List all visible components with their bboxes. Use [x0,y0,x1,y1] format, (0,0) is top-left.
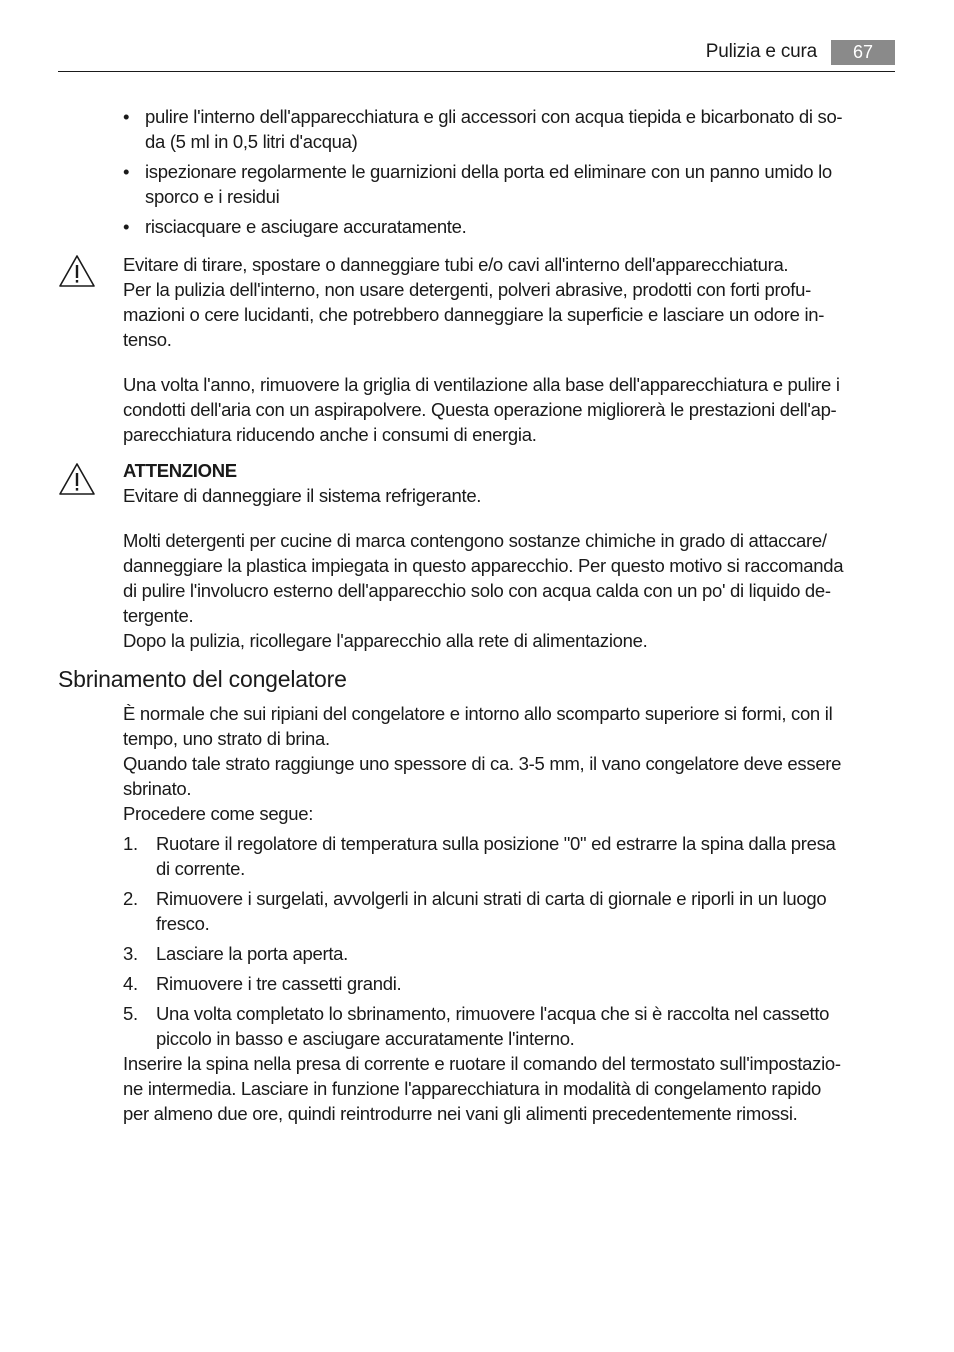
intro-line: Procedere come segue: [123,803,314,824]
warning-line: Evitare di tirare, spostare o danneggiare tubi e/o cavi all'interno dell'apparecchiatura. [123,254,789,275]
step-number: 3. [123,943,138,964]
step-line: piccolo in basso e asciugare accuratamente l'interno. [156,1028,575,1049]
list-item [123,886,898,936]
outro-line: Inserire la spina nella presa di corrente e ruotare il comando del termostato sull'impostazio- [123,1053,841,1074]
section-outro [123,1051,898,1126]
warning-triangle-icon [58,254,96,288]
page-number-badge: 67 [831,40,895,65]
defrost-steps-list [123,831,898,1056]
list-item [123,104,898,154]
warning-line: tergente. [123,605,194,626]
intro-line: tempo, uno strato di brina. [123,728,330,749]
step-line: Rimuovere i tre cassetti grandi. [156,973,402,994]
warning-line: tenso. [123,329,172,350]
page-header [58,40,895,72]
step-line: di corrente. [156,858,245,879]
cleaning-bullet-list [123,104,898,244]
bullet-line: risciacquare e asciugare accuratamente. [145,216,467,237]
step-number: 4. [123,973,138,994]
step-line: Una volta completato lo sbrinamento, rimuovere l'acqua che si è raccolta nel cassetto [156,1003,830,1024]
bullet-line: ispezionare regolarmente le guarnizioni della porta ed eliminare con un panno umido lo [145,161,832,182]
list-item [123,214,898,239]
warning-line: Per la pulizia dell'interno, non usare detergenti, polveri abrasive, prodotti con forti profu- [123,279,811,300]
bullet-glyph: • [123,216,130,237]
warning-line: Dopo la pulizia, ricollegare l'apparecchio alla rete di alimentazione. [123,630,648,651]
bullet-line: da (5 ml in 0,5 litri d'acqua) [145,131,358,152]
bullet-glyph: • [123,106,130,127]
warning-line: condotti dell'aria con un aspirapolvere. Questa operazione migliorerà le prestazioni dell'ap- [123,399,837,420]
list-item [123,971,898,996]
list-item [123,831,898,881]
step-line: fresco. [156,913,210,934]
step-line: Rimuovere i surgelati, avvolgerli in alcuni strati di carta di giornale e riporli in un luogo [156,888,827,909]
step-number: 5. [123,1003,138,1024]
list-item [123,159,898,209]
step-line: Ruotare il regolatore di temperatura sulla posizione "0" ed estrarre la spina dalla presa [156,833,836,854]
bullet-line: pulire l'interno dell'apparecchiatura e gli accessori con acqua tiepida e bicarbonato di so- [145,106,843,127]
step-line: Lasciare la porta aperta. [156,943,349,964]
section-heading: Sbrinamento del congelatore [58,666,347,692]
warning-triangle-icon [58,462,96,496]
step-number: 2. [123,888,138,909]
warning-block-1 [123,252,898,447]
warning-block-2 [123,458,898,653]
warning-line: di pulire l'involucro esterno dell'apparecchio solo con acqua calda con un po' di liquido de- [123,580,831,601]
warning-line: Una volta l'anno, rimuovere la griglia di ventilazione alla base dell'apparecchiatura e pulire i [123,374,840,395]
warning-line: danneggiare la plastica impiegata in questo apparecchio. Per questo motivo si raccomanda [123,555,844,576]
warning-line: Evitare di danneggiare il sistema refrigerante. [123,485,482,506]
chapter-title: Pulizia e cura [705,41,817,62]
warning-heading: ATTENZIONE [123,460,237,481]
outro-line: ne intermedia. Lasciare in funzione l'apparecchiatura in modalità di congelamento rapido [123,1078,822,1099]
intro-line: Quando tale strato raggiunge uno spessore di ca. 3-5 mm, il vano congelatore deve essere [123,753,842,774]
outro-line: per almeno due ore, quindi reintrodurre nei vani gli alimenti precedentemente rimossi. [123,1103,798,1124]
list-item [123,941,898,966]
list-item [123,1001,898,1051]
bullet-line: sporco e i residui [145,186,280,207]
warning-line: mazioni o cere lucidanti, che potrebbero danneggiare la superficie e lasciare un odore in- [123,304,825,325]
intro-line: È normale che sui ripiani del congelatore e intorno allo scomparto superiore si formi, con il [123,703,833,724]
warning-line: parecchiatura riducendo anche i consumi di energia. [123,424,537,445]
section-intro [123,701,898,826]
warning-line: Molti detergenti per cucine di marca contengono sostanze chimiche in grado di attaccare/ [123,530,827,551]
bullet-glyph: • [123,161,130,182]
step-number: 1. [123,833,138,854]
intro-line: sbrinato. [123,778,192,799]
